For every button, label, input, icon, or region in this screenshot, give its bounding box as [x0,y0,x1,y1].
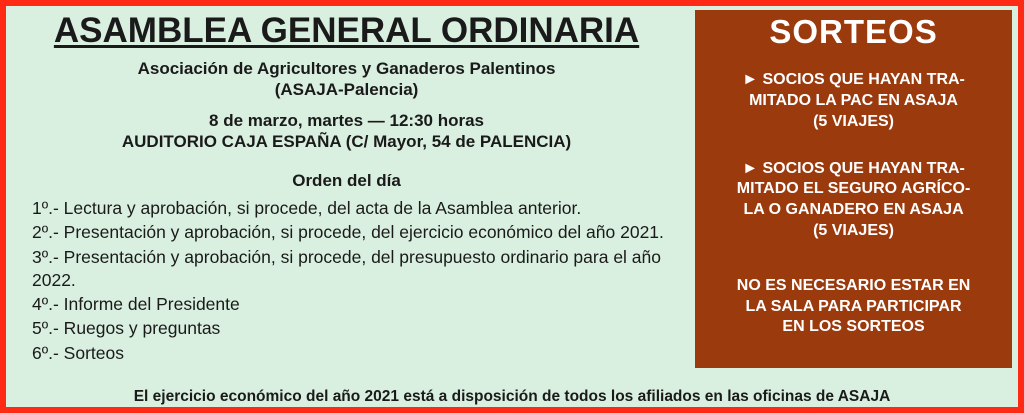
agenda-list [12,197,681,366]
list-item: 2º.- Presentación y aprobación, si procede, del ejercicio económico del año 2021. [32,222,664,243]
event-venue: AUDITORIO CAJA ESPAÑA (C/ Mayor, 54 de PALENCIA) [121,132,572,152]
prize-pac-line-3: (5 VIAJES) [813,112,894,130]
list-item: 5º.- Ruegos y preguntas [32,318,221,339]
organization-line-1: Asociación de Agricultores y Ganaderos Palentinos [137,59,556,79]
sorteos-panel [695,10,1012,368]
prize-item-pac [705,70,1002,132]
list-item: 3º.- Presentación y aprobación, si procede, del presupuesto ordinario para el año 2022. [32,246,662,290]
prize-seguro-line-1: ► SOCIOS QUE HAYAN TRA- [742,159,965,177]
sorteos-title: SORTEOS [769,13,938,50]
prize-seguro-line-2: MITADO EL SEGURO AGRÍCO- [736,180,971,198]
sorteos-note-line-1: NO ES NECESARIO ESTAR EN [736,276,971,294]
prize-seguro-line-4: (5 VIAJES) [813,222,894,240]
prize-pac-line-1: ► SOCIOS QUE HAYAN TRA- [742,71,965,89]
page-title: ASAMBLEA GENERAL ORDINARIA [53,11,640,50]
list-item: 6º.- Sorteos [32,342,124,363]
organization-line-2: (ASAJA-Palencia) [274,80,419,100]
prize-seguro-line-3: LA O GANADERO EN ASAJA [743,201,964,219]
sorteos-note [705,276,1002,338]
event-datetime: 8 de marzo, martes — 12:30 horas [209,110,485,130]
footer-note: El ejercicio económico del año 2021 está a disposición de todos los afiliados en las oficinas de ASAJA [133,388,891,405]
sorteos-note-line-2: LA SALA PARA PARTICIPAR [745,297,962,315]
organization-name [12,58,681,101]
agenda-heading: Orden del día [292,171,401,191]
main-content-column [12,10,681,403]
poster-inner [6,6,1018,407]
sorteos-note-line-3: EN LOS SORTEOS [782,318,925,336]
prize-item-seguro [705,159,1002,242]
list-item: 4º.- Informe del Presidente [32,294,240,315]
prize-pac-line-2: MITADO LA PAC EN ASAJA [749,92,958,110]
list-item: 1º.- Lectura y aprobación, si procede, del acta de la Asamblea anterior. [32,198,582,219]
